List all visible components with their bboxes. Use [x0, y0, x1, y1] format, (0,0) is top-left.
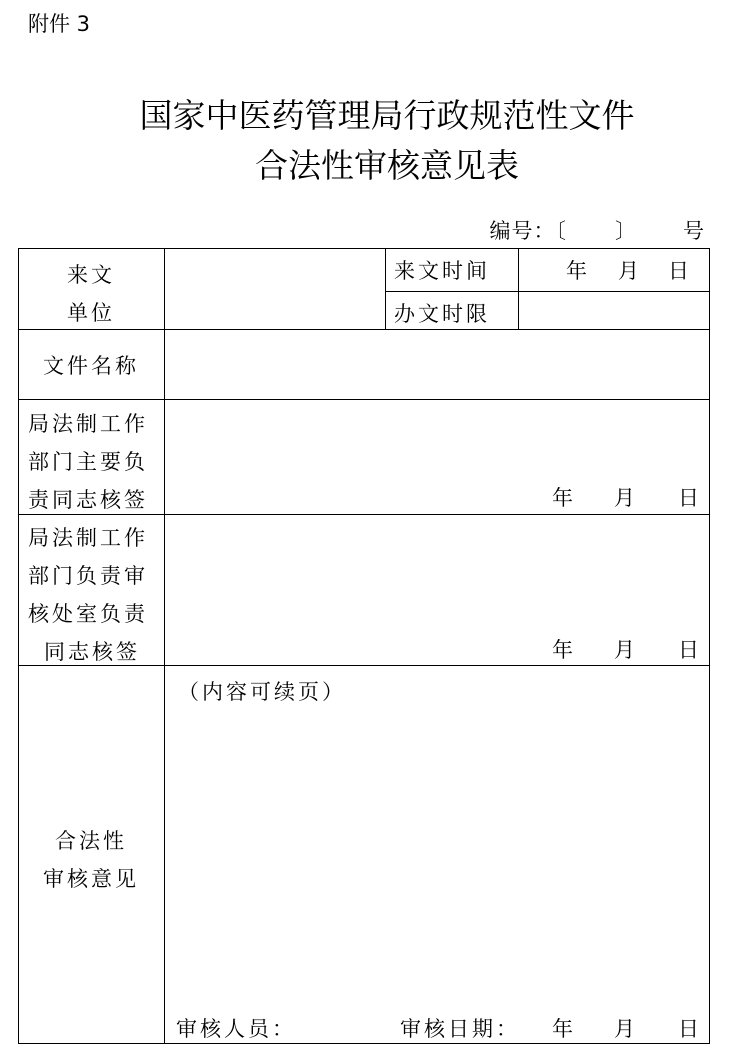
- attachment-label: 附件 3: [28, 12, 91, 36]
- legal-head-sign-label: 局法制工作 部门主要负 责同志核签: [28, 412, 148, 512]
- number-label: 编号：: [489, 219, 556, 243]
- date-day: 日: [678, 486, 702, 510]
- table-column-divider: [385, 248, 386, 330]
- date-year: 年: [566, 259, 590, 283]
- date-year: 年: [552, 486, 576, 510]
- document-number: [490, 215, 706, 245]
- date-month: 月: [618, 259, 642, 283]
- number-open-bracket: 〔: [555, 219, 567, 243]
- table-divider: [18, 399, 710, 400]
- date-year: 年: [552, 1017, 576, 1041]
- date-month: 月: [614, 486, 638, 510]
- table-border-top: [18, 248, 710, 249]
- table-divider: [385, 291, 710, 292]
- legal-dept-sign-date: [518, 634, 710, 664]
- legal-dept-sign-label: 局法制工作 部门负责审 核处室负责 同志核签: [28, 526, 148, 664]
- date-day: 日: [668, 259, 692, 283]
- date-month: 月: [614, 1017, 638, 1041]
- table-border-bottom: [18, 1043, 710, 1044]
- opinion-note: （内容可续页）: [178, 680, 346, 704]
- page-subtitle: 合法性审核意见表: [255, 146, 519, 185]
- date-day: 日: [678, 1017, 702, 1041]
- review-date-label: 审核日期：: [400, 1017, 520, 1041]
- date-day: 日: [678, 638, 702, 662]
- number-suffix: 号: [683, 219, 705, 243]
- number-close-bracket: 〕: [615, 219, 637, 243]
- legal-head-sign-date: [518, 482, 710, 512]
- date-month: 月: [614, 638, 638, 662]
- reviewer-label: 审核人员：: [176, 1017, 296, 1041]
- table-column-divider: [164, 248, 165, 1044]
- source-unit-label: 来文 单位: [67, 263, 115, 325]
- date-year: 年: [552, 638, 576, 662]
- receive-time-label: 来文时间: [394, 259, 490, 283]
- opinion-label: 合法性 审核意见: [43, 829, 139, 891]
- page-title: 国家中医药管理局行政规范性文件: [139, 96, 635, 135]
- review-date: [518, 1013, 710, 1043]
- process-deadline-label: 办文时限: [394, 302, 490, 326]
- doc-name-label: 文件名称: [43, 354, 139, 378]
- receive-time-date: [518, 255, 710, 285]
